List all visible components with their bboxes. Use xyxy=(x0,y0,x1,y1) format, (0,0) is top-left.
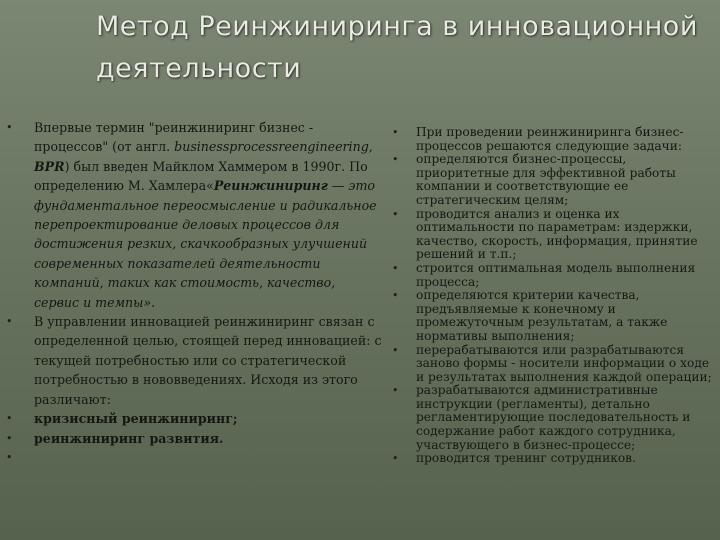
list-item xyxy=(386,344,716,385)
list-item xyxy=(386,262,716,289)
task-text: При проведении реинжиниринга бизнес-процессов решаются следующие задачи: xyxy=(416,125,684,153)
paragraph-2: В управлении инновацией реинжиниринг связан с определенной целью, стоящей перед инновацией: с текущей потребностью или со стратегической потребностью в нововведениях. Исходя из этого различают: xyxy=(34,314,382,407)
text-run: ) был введен Майклом Хаммером в 1990г. По определению М. Хамлера« xyxy=(34,158,368,194)
list-item-empty xyxy=(6,448,384,467)
bullet-icon: • xyxy=(6,412,13,426)
list-item xyxy=(386,384,716,452)
list-item xyxy=(386,153,716,207)
text-run-bold-italic: BPR xyxy=(34,158,65,174)
text-run-italic: — это фундаментальное переосмысление и радикальное перепроектирование деловых процессов для достижения резких, скачкообразных улучшений современных показателей деятельности компаний, таких как стоимость, качество, сервис и темпы». xyxy=(34,178,377,310)
list-item xyxy=(386,452,716,466)
bullet-icon: • xyxy=(392,452,399,466)
task-text: проводится тренинг сотрудников. xyxy=(416,451,636,466)
task-text: разрабатываются административные инструкции (регламенты), детально регламентирующие последовательность и содержание работ каждого сотрудника, участвующего в бизнес-процессе; xyxy=(416,383,691,452)
list-item xyxy=(386,289,716,343)
list-item xyxy=(6,429,384,448)
list-item xyxy=(386,126,716,153)
text-run-bold-italic: Реинжиниринг xyxy=(213,178,328,194)
task-text: определяются бизнес-процессы, приоритетные для эффективной работы компании и соответствующие ее стратегическим целям; xyxy=(416,152,676,207)
bullet-icon: • xyxy=(392,153,399,167)
bullet-icon: • xyxy=(392,289,399,303)
left-column xyxy=(6,118,384,467)
text-run-italic: businessprocessreengineering, xyxy=(174,139,373,155)
bullet-icon: • xyxy=(6,315,13,329)
task-text: строится оптимальная модель выполнения процесса; xyxy=(416,260,696,289)
slide-title xyxy=(96,6,706,90)
task-text: определяются критерии качества, предъявляемые к конечному и промежуточным результатам, а также нормативы выполнения; xyxy=(416,288,668,343)
task-text: проводится анализ и оценка их оптимальности по параметрам: издержки, качество, скорость, информация, принятие решений и т.п.; xyxy=(416,206,698,262)
paragraph-3: кризисный реинжиниринг; xyxy=(34,411,238,427)
title-line-2: деятельности xyxy=(96,53,302,84)
bullet-icon: • xyxy=(392,126,399,139)
right-column xyxy=(386,126,716,466)
bullet-icon: • xyxy=(6,121,13,134)
bullet-icon: • xyxy=(392,384,399,398)
task-text: перерабатываются или разрабатываются заново формы - носители информации о ходе и результатах выполнения каждой операции; xyxy=(416,342,712,384)
text-run: Впервые термин "реинжиниринг бизнес - процессов" (от англ. xyxy=(34,120,314,155)
bullet-icon: • xyxy=(392,207,399,221)
list-item xyxy=(386,208,716,262)
bullet-icon: • xyxy=(6,450,13,464)
bullet-icon: • xyxy=(6,431,13,445)
title-line-1: Метод Реинжиниринга в инновационной xyxy=(96,11,698,42)
paragraph-1 xyxy=(34,120,377,310)
bullet-icon: • xyxy=(392,343,399,357)
list-item xyxy=(6,118,384,312)
paragraph-4: реинжиниринг развития. xyxy=(34,430,224,446)
list-item xyxy=(6,312,384,409)
bullet-icon: • xyxy=(392,261,399,275)
list-item xyxy=(6,409,384,428)
